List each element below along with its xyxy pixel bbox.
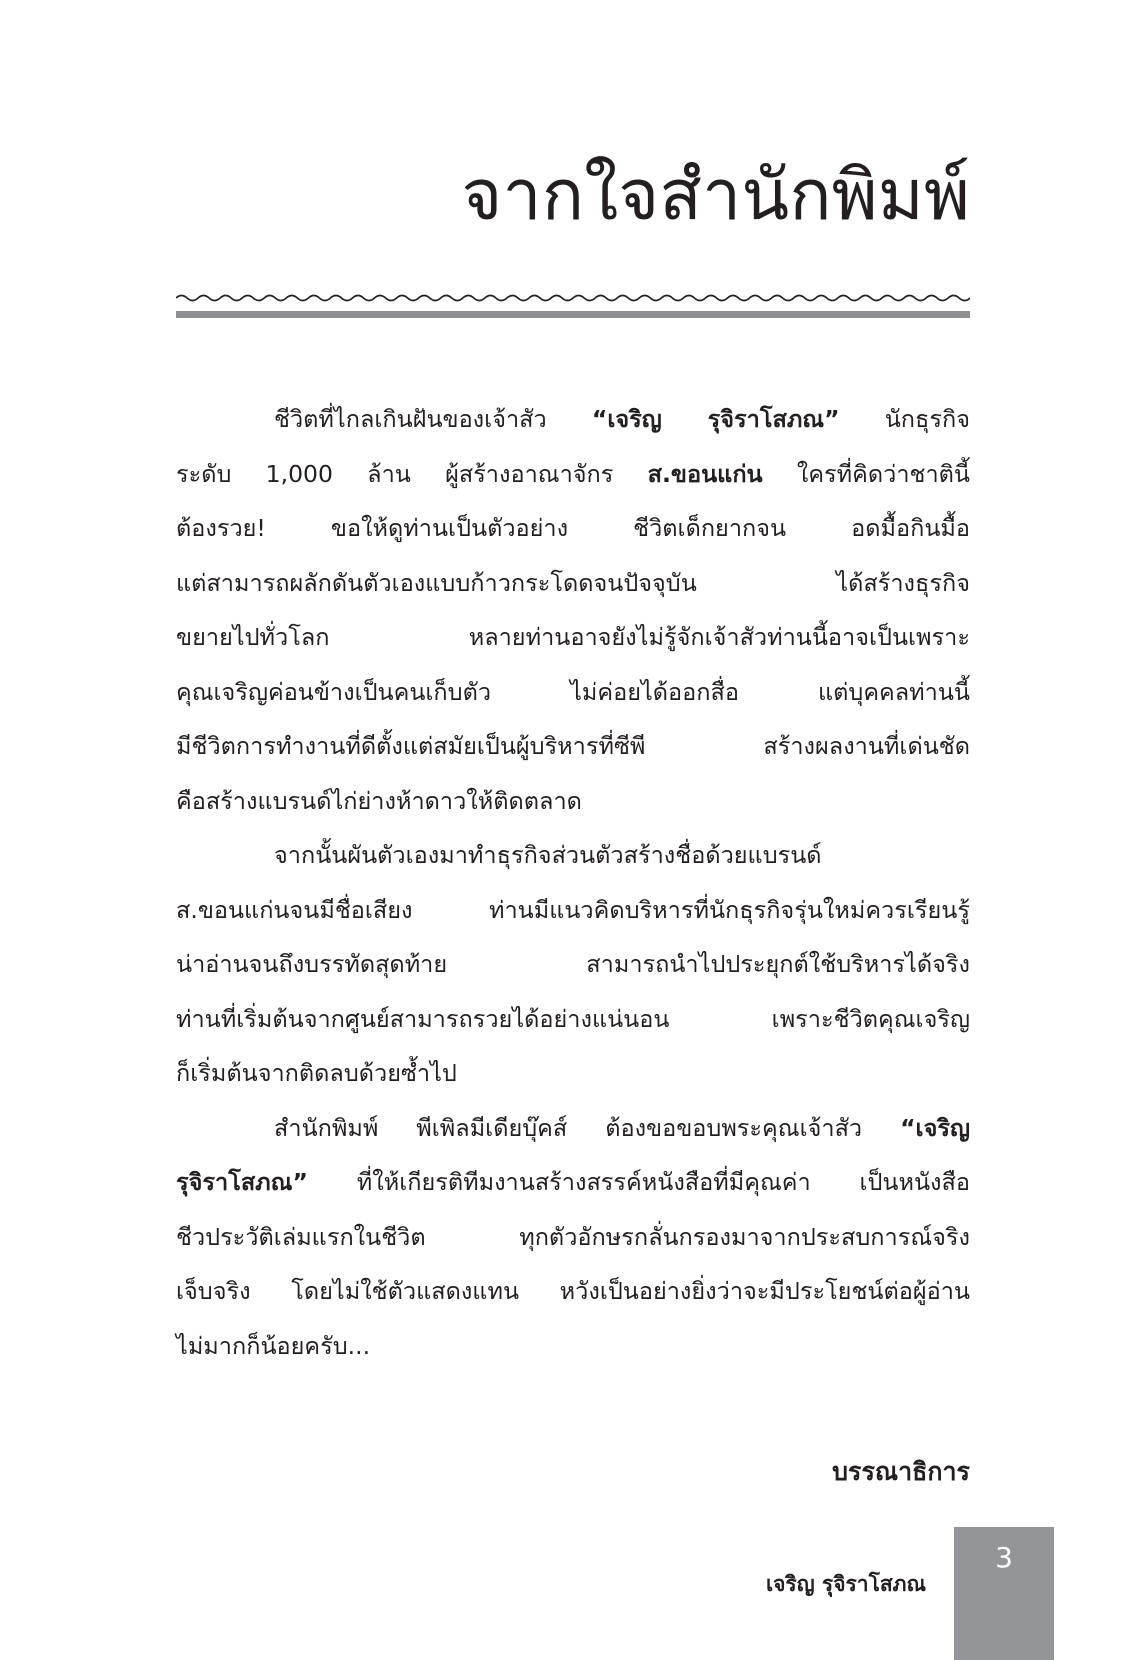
paragraph	[176, 392, 970, 828]
paragraph	[176, 1101, 970, 1374]
text-line	[176, 719, 970, 774]
text-line	[176, 556, 970, 611]
text-segment: สำนักพิมพ์ พีเพิลมีเดียบุ๊คส์ ต้องขอขอบพระคุณเจ้าสัว	[274, 1113, 901, 1142]
text-segment: เจ็บจริง โดยไม่ใช้ตัวแสดงแทน หวังเป็นอย่างยิ่งว่าจะมีประโยชน์ต่อผู้อ่าน	[176, 1277, 970, 1305]
text-segment: ขยายไปทั่วโลก หลายท่านอาจยังไม่รู้จักเจ้าสัวท่านนี้อาจเป็นเพราะ	[176, 623, 970, 651]
wave-line	[176, 296, 970, 301]
bold-text: “เจริญ	[900, 1113, 970, 1142]
text-segment: ชีวประวัติเล่มแรกในชีวิต ทุกตัวอักษรกลั่นกรองมาจากประสบการณ์จริง	[176, 1222, 970, 1251]
foreword-body	[176, 392, 970, 1373]
text-line	[176, 1264, 970, 1319]
bold-text: “เจริญ รุจิราโสภณ”	[591, 405, 840, 433]
text-segment: จากนั้นผันตัวเองมาทำธุรกิจส่วนตัวสร้างชื่อด้วยแบรนด์	[274, 841, 822, 869]
text-segment: ท่านที่เริ่มต้นจากศูนย์สามารถรวยได้อย่างแน่นอน เพราะชีวิตคุณเจริญ	[176, 1004, 970, 1033]
text-line	[176, 1101, 970, 1156]
text-line	[176, 665, 970, 720]
text-line	[176, 447, 970, 502]
text-line	[176, 1319, 970, 1374]
text-line	[176, 937, 970, 992]
text-line	[176, 1210, 970, 1265]
divider-bar	[176, 311, 970, 318]
text-segment: ระดับ 1,000 ล้าน ผู้สร้างอาณาจักร	[176, 459, 648, 488]
text-line	[176, 883, 970, 938]
page-title: จากใจสำนักพิมพ์	[461, 154, 970, 236]
text-segment: ใครที่คิดว่าชาตินี้	[762, 459, 970, 488]
paragraph	[176, 828, 970, 1101]
page-number: 3	[995, 1541, 1013, 1574]
text-segment: ที่ให้เกียรติทีมงานสร้างสรรค์หนังสือที่มีคุณค่า เป็นหนังสือ	[307, 1168, 970, 1196]
text-line	[176, 392, 970, 447]
text-segment: คือสร้างแบรนด์ไก่ย่างห้าดาวให้ติดตลาด	[176, 786, 582, 815]
wavy-divider	[176, 290, 970, 306]
text-line	[176, 774, 970, 829]
text-line	[176, 992, 970, 1047]
text-segment: น่าอ่านจนถึงบรรทัดสุดท้าย สามารถนำไปประยุกต์ใช้บริหารได้จริง	[176, 950, 970, 978]
text-segment: ก็เริ่มต้นจากติดลบด้วยซ้ำไป	[176, 1059, 457, 1087]
text-line	[176, 1155, 970, 1210]
text-line	[176, 501, 970, 556]
text-segment: มีชีวิตการทำงานที่ดีตั้งแต่สมัยเป็นผู้บริหารที่ซีพี สร้างผลงานที่เด่นชัด	[176, 732, 970, 760]
page-number-box	[954, 1527, 1054, 1660]
text-segment: แต่สามารถผลักดันตัวเองแบบก้าวกระโดดจนปัจจุบัน ได้สร้างธุรกิจ	[176, 568, 970, 597]
text-segment: ต้องรวย! ขอให้ดูท่านเป็นตัวอย่าง ชีวิตเด็กยากจน อดมื้อกินมื้อ	[176, 514, 970, 542]
text-segment: ชีวิตที่ไกลเกินฝันของเจ้าสัว	[274, 405, 592, 433]
running-footer-author: เจริญ รุจิราโสภณ	[765, 1572, 926, 1596]
text-segment: ไม่มากก็น้อยครับ...	[176, 1331, 371, 1360]
text-segment: นักธุรกิจ	[839, 405, 970, 433]
text-line	[176, 1046, 970, 1101]
text-line	[176, 610, 970, 665]
text-line	[176, 828, 970, 883]
bold-text: รุจิราโสภณ”	[176, 1168, 308, 1196]
text-segment: คุณเจริญค่อนข้างเป็นคนเก็บตัว ไม่ค่อยได้ออกสื่อ แต่บุคคลท่านนี้	[176, 677, 970, 706]
bold-text: ส.ขอนแก่น	[647, 459, 763, 488]
text-segment: ส.ขอนแก่นจนมีชื่อเสียง ท่านมีแนวคิดบริหารที่นักธุรกิจรุ่นใหม่ควรเรียนรู้	[176, 895, 970, 924]
signature: บรรณาธิการ	[832, 1457, 970, 1486]
